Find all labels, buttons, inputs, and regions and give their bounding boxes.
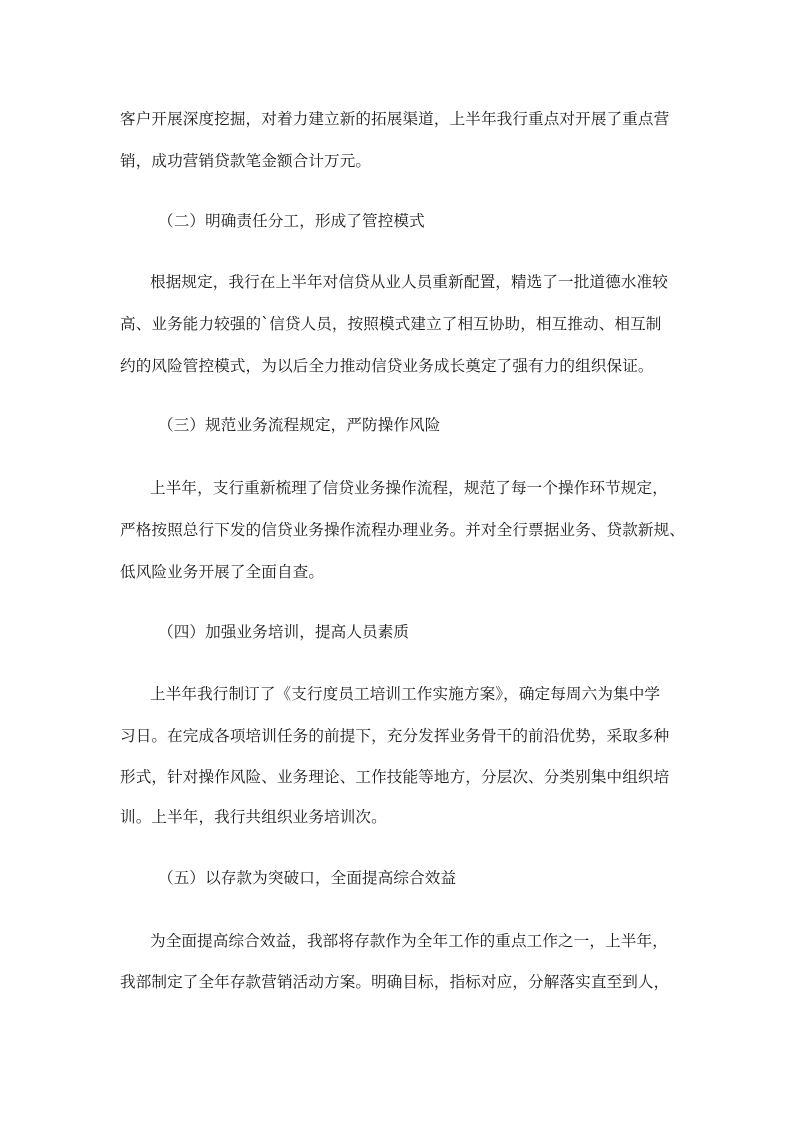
section-heading-4: （四）加强业务培训，提高人员素质: [158, 623, 410, 641]
body-text-line: 根据规定，我行在上半年对信贷从业人员重新配置，精选了一批道德水准较: [150, 273, 668, 291]
body-text-line: 严格按照总行下发的信贷业务操作流程办理业务。并对全行票据业务、贷款新规、: [120, 521, 685, 539]
body-text-line: 训。上半年，我行共组织业务培训次。: [120, 808, 387, 826]
section-heading-5: （五）以存款为突破口，全面提高综合效益: [158, 869, 457, 887]
body-text-line: 上半年，支行重新梳理了信贷业务操作流程，规范了每一个操作环节规定，: [150, 479, 668, 497]
body-text-line: 我部制定了全年存款营销活动方案。明确目标，指标对应，分解落实直至到人，: [120, 973, 670, 991]
body-text-line: 习日。在完成各项培训任务的前提下，充分发挥业务骨干的前沿优势，采取多种: [120, 727, 670, 745]
section-heading-2: （二）明确责任分工，形成了管控模式: [158, 212, 425, 230]
body-text-line: 上半年我行制订了《支行度员工培训工作实施方案》，确定每周六为集中学: [150, 685, 661, 703]
body-text-line: 形式，针对操作风险、业务理论、工作技能等地方，分层次、分类别集中组织培: [120, 768, 670, 786]
section-heading-3: （三）规范业务流程规定，严防操作风险: [158, 416, 441, 434]
body-text-line: 销，成功营销贷款笔金额合计万元。: [120, 152, 372, 170]
body-text-line: 约的风险管控模式，为以后全力推动信贷业务成长奠定了强有力的组织保证。: [120, 357, 654, 375]
body-text-line: 低风险业务开展了全面自查。: [120, 563, 325, 581]
body-text-line: 客户开展深度挖掘，对着力建立新的拓展渠道，上半年我行重点对开展了重点营: [120, 110, 670, 128]
body-text-line: 高、业务能力较强的`信贷人员，按照模式建立了相互协助，相互推动、相互制: [120, 315, 662, 333]
body-text-line: 为全面提高综合效益，我部将存款作为全年工作的重点工作之一，上半年，: [150, 932, 668, 950]
